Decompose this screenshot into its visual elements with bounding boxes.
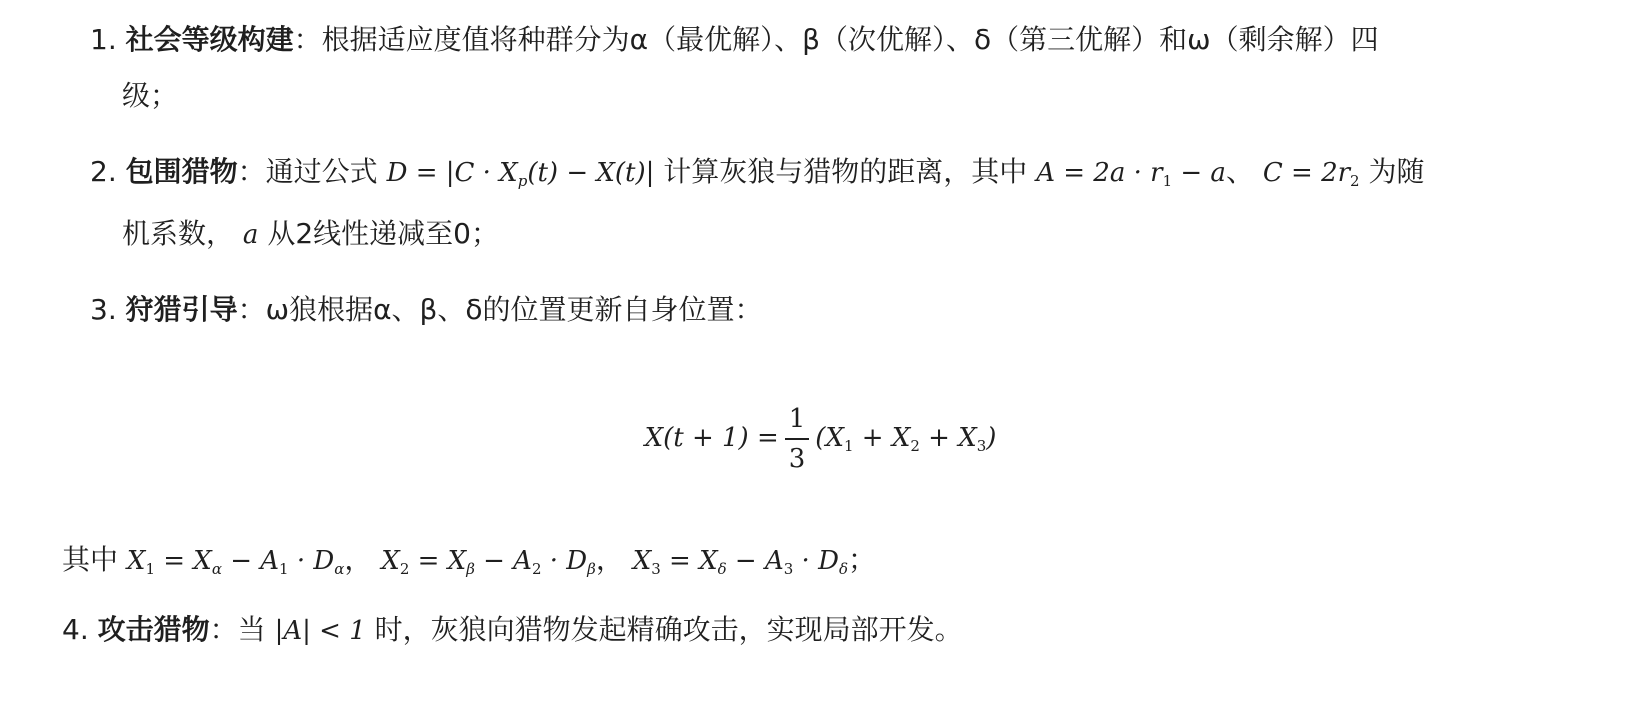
item-text: 根据适应度值将种群分为α（最优解）、β（次优解）、δ（第三优解）和ω（剩余解）四 [321,23,1379,56]
item-number: 4. [62,613,89,646]
item-text: 从2线性递减至0； [267,217,499,250]
item-3-line-1 [90,290,763,330]
item-text: 当 [237,613,266,646]
item-colon: ： [237,293,266,326]
distance-formula: $D = |C \cdot X_p(t) - X(t)|$ [386,158,655,190]
item-text: 通过公式 [265,155,378,188]
terminator: ； [847,543,876,576]
item-4-line-1 [62,610,963,651]
formula-X3: $X_3 = X_\delta - A_3 \cdot D_\delta$ [632,546,848,578]
item-text: 机系数， [122,217,235,250]
item-text: 为随 [1368,155,1425,188]
item-colon: ： [237,155,266,188]
where-prefix: 其中 [62,543,119,576]
item-title: 狩猎引导 [125,293,238,326]
where-line [62,540,876,589]
item-text-continued: 级； [122,79,179,112]
item-1-line-1 [90,20,1379,60]
formula-A: $A = 2a \cdot r_1 - a$ [1036,158,1226,190]
formula-X1: $X_1 = X_\alpha - A_1 \cdot D_\alpha$ [126,546,345,578]
item-text: 计算灰狼与猎物的距离，其中 [663,155,1028,188]
item-colon: ： [209,613,238,646]
condition-abs-A: |A| < 1 [274,616,366,646]
item-1-line-2 [122,76,178,116]
fraction-one-third: $\frac{1}{3}$ [785,400,810,478]
item-title: 社会等级构建 [125,23,294,56]
formula-X2: $X_2 = X_\beta - A_2 \cdot D_\beta$ [381,546,596,578]
item-number: 3. [90,293,117,326]
item-text: 时，灰狼向猎物发起精确攻击，实现局部开发。 [374,613,963,646]
var-a: a [242,220,259,250]
item-number: 1. [90,23,117,56]
separator: ， [595,543,624,576]
formula-C: $C = 2r_2$ [1262,158,1360,190]
item-2-line-2 [122,214,499,255]
item-2-line-1 [90,152,1425,201]
item-title: 包围猎物 [125,155,238,188]
item-colon: ： [293,23,322,56]
separator: ， [344,543,373,576]
item-text: ω狼根据α、β、δ的位置更新自身位置： [265,293,763,326]
item-number: 2. [90,155,117,188]
separator: 、 [1225,155,1254,188]
position-update-equation: X(t + 1) = $\frac{1}{3}$ $(X_1 + X_2 + X_3)$ [0,400,1641,478]
item-title: 攻击猎物 [97,613,210,646]
